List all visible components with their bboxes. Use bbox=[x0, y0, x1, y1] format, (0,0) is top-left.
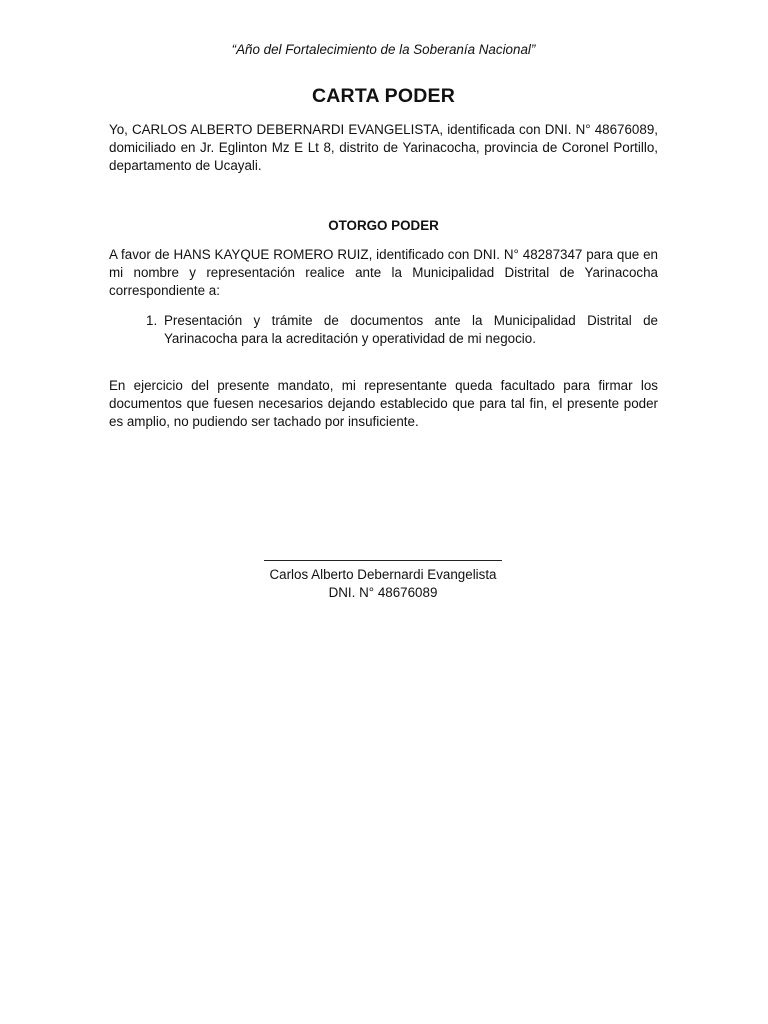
signature-block bbox=[263, 560, 503, 602]
list-item-number: 1. bbox=[146, 313, 158, 328]
powers-list bbox=[109, 312, 658, 348]
signatory-dni: DNI. N° 48676089 bbox=[328, 585, 438, 600]
document-title: CARTA PODER bbox=[311, 85, 456, 107]
list-item-text: Presentación y trámite de documentos ante la Municipalidad Distrital de Yarinacocha para la acreditación y operatividad de mi negocio. bbox=[164, 313, 658, 347]
list-item bbox=[109, 312, 658, 348]
year-motto: “Año del Fortalecimiento de la Soberanía Nacional” bbox=[231, 42, 536, 57]
grantor-paragraph: Yo, CARLOS ALBERTO DEBERNARDI EVANGELISTA, identificada con DNI. N° 48676089, domiciliado en Jr. Eglinton Mz E Lt 8, distrito de Yarinacocha, provincia de Coronel Portillo, departamento de Ucayali. bbox=[109, 122, 658, 174]
signatory-name: Carlos Alberto Debernardi Evangelista bbox=[269, 567, 497, 582]
mandate-paragraph: En ejercicio del presente mandato, mi representante queda facultado para firmar los documentos que fuesen necesarios dejando establecido que para tal fin, el presente poder es amplio, no pudiendo ser tachado por insuficiente. bbox=[109, 378, 658, 430]
grantee-paragraph: A favor de HANS KAYQUE ROMERO RUIZ, identificado con DNI. N° 48287347 para que en mi nombre y representación realice ante la Municipalidad Distrital de Yarinacocha correspondiente a: bbox=[109, 247, 658, 299]
section-heading: OTORGO PODER bbox=[328, 218, 439, 233]
signature-line bbox=[264, 560, 502, 561]
